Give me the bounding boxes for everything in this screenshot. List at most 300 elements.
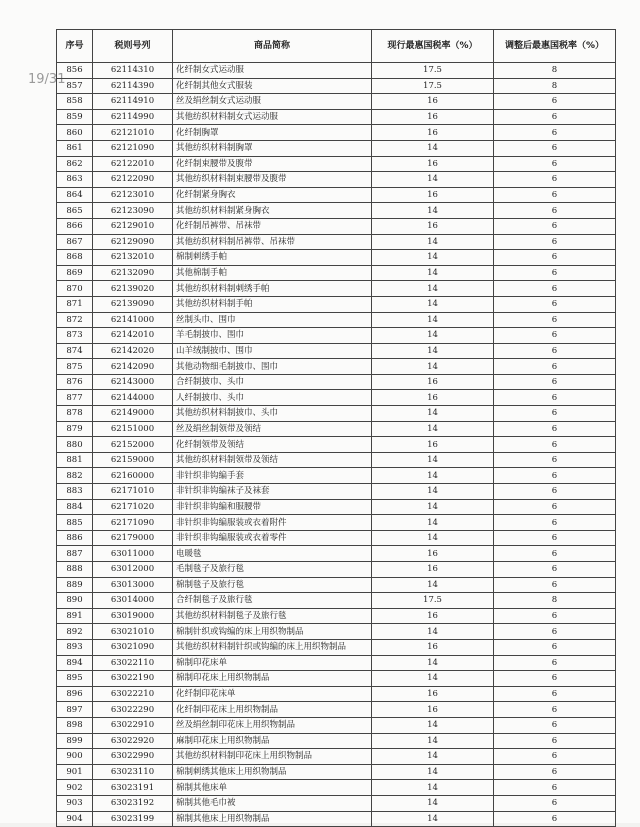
cell-product-name: 棉制刺绣手帕: [173, 250, 372, 266]
cell-serial: 875: [57, 359, 93, 375]
header-product-name: 商品简称: [173, 30, 372, 63]
cell-adjusted-rate: 6: [494, 94, 616, 110]
header-tariff-code: 税则号列: [93, 30, 173, 63]
cell-tariff-code: 63022910: [93, 717, 173, 733]
table-header-row: [57, 30, 616, 63]
cell-tariff-code: 62149000: [93, 406, 173, 422]
cell-current-rate: 16: [372, 562, 494, 578]
cell-adjusted-rate: 6: [494, 733, 616, 749]
cell-adjusted-rate: 6: [494, 312, 616, 328]
cell-tariff-code: 62160000: [93, 468, 173, 484]
cell-serial: 885: [57, 515, 93, 531]
cell-serial: 902: [57, 780, 93, 796]
cell-adjusted-rate: 6: [494, 374, 616, 390]
cell-current-rate: 14: [372, 296, 494, 312]
cell-tariff-code: 62139090: [93, 296, 173, 312]
cell-adjusted-rate: 6: [494, 406, 616, 422]
table-row: [57, 484, 616, 500]
table-row: [57, 811, 616, 827]
table-row: [57, 686, 616, 702]
cell-product-name: 化纤制女式运动服: [173, 63, 372, 79]
cell-adjusted-rate: 6: [494, 811, 616, 827]
cell-product-name: 丝制头巾、围巾: [173, 312, 372, 328]
cell-serial: 860: [57, 125, 93, 141]
cell-current-rate: 14: [372, 671, 494, 687]
cell-adjusted-rate: 6: [494, 608, 616, 624]
cell-product-name: 化纤制领带及领结: [173, 437, 372, 453]
cell-adjusted-rate: 6: [494, 359, 616, 375]
cell-serial: 867: [57, 234, 93, 250]
cell-product-name: 棉制其他床单: [173, 780, 372, 796]
table-row: [57, 125, 616, 141]
cell-serial: 863: [57, 172, 93, 188]
cell-serial: 879: [57, 421, 93, 437]
cell-tariff-code: 62114310: [93, 63, 173, 79]
cell-product-name: 其他纺织材料制吊裤带、吊袜带: [173, 234, 372, 250]
cell-adjusted-rate: 6: [494, 562, 616, 578]
cell-serial: 892: [57, 624, 93, 640]
cell-serial: 859: [57, 109, 93, 125]
cell-adjusted-rate: 6: [494, 437, 616, 453]
table-row: [57, 203, 616, 219]
cell-tariff-code: 63012000: [93, 562, 173, 578]
cell-current-rate: 14: [372, 250, 494, 266]
table-row: [57, 390, 616, 406]
cell-product-name: 棉制其他床上用织物制品: [173, 811, 372, 827]
table-row: [57, 562, 616, 578]
table-row: [57, 187, 616, 203]
cell-current-rate: 14: [372, 717, 494, 733]
cell-adjusted-rate: 8: [494, 78, 616, 94]
cell-current-rate: 14: [372, 780, 494, 796]
cell-product-name: 非针织非钩编服装或衣着附件: [173, 515, 372, 531]
cell-product-name: 其他纺织材料制针织或钩编的床上用织物制品: [173, 639, 372, 655]
cell-tariff-code: 62114390: [93, 78, 173, 94]
table-row: [57, 624, 616, 640]
cell-adjusted-rate: 6: [494, 421, 616, 437]
table-row: [57, 140, 616, 156]
cell-adjusted-rate: 6: [494, 639, 616, 655]
cell-product-name: 人纤制披巾、头巾: [173, 390, 372, 406]
cell-adjusted-rate: 6: [494, 749, 616, 765]
cell-serial: 874: [57, 343, 93, 359]
cell-serial: 870: [57, 281, 93, 297]
table-row: [57, 764, 616, 780]
table-row: [57, 655, 616, 671]
cell-serial: 898: [57, 717, 93, 733]
cell-product-name: 其他纺织材料制领带及领结: [173, 452, 372, 468]
cell-current-rate: 14: [372, 577, 494, 593]
cell-tariff-code: 62179000: [93, 530, 173, 546]
cell-tariff-code: 62171090: [93, 515, 173, 531]
cell-product-name: 其他纺织材料制印花床上用织物制品: [173, 749, 372, 765]
cell-product-name: 其他纺织材料制束腰带及腹带: [173, 172, 372, 188]
cell-adjusted-rate: 6: [494, 515, 616, 531]
cell-tariff-code: 62121090: [93, 140, 173, 156]
table-row: [57, 780, 616, 796]
cell-tariff-code: 62151000: [93, 421, 173, 437]
cell-tariff-code: 63013000: [93, 577, 173, 593]
cell-serial: 904: [57, 811, 93, 827]
cell-serial: 869: [57, 265, 93, 281]
cell-current-rate: 14: [372, 499, 494, 515]
cell-product-name: 电暖毯: [173, 546, 372, 562]
table-row: [57, 639, 616, 655]
table-row: [57, 608, 616, 624]
table-row: [57, 63, 616, 79]
cell-current-rate: 14: [372, 406, 494, 422]
table-row: [57, 499, 616, 515]
table-row: [57, 328, 616, 344]
cell-current-rate: 16: [372, 437, 494, 453]
cell-adjusted-rate: 6: [494, 452, 616, 468]
table-row: [57, 593, 616, 609]
table-row: [57, 795, 616, 811]
cell-serial: 900: [57, 749, 93, 765]
table-row: [57, 281, 616, 297]
table-row: [57, 530, 616, 546]
table-row: [57, 374, 616, 390]
cell-tariff-code: 62171010: [93, 484, 173, 500]
cell-adjusted-rate: 6: [494, 172, 616, 188]
cell-adjusted-rate: 6: [494, 764, 616, 780]
cell-tariff-code: 62114990: [93, 109, 173, 125]
cell-current-rate: 14: [372, 421, 494, 437]
cell-serial: 878: [57, 406, 93, 422]
cell-product-name: 棉制刺绣其他床上用织物制品: [173, 764, 372, 780]
header-adjusted-rate: 调整后最惠国税率（%）: [494, 30, 616, 63]
cell-product-name: 其他纺织材料制刺绣手帕: [173, 281, 372, 297]
table-row: [57, 452, 616, 468]
table-row: [57, 733, 616, 749]
cell-tariff-code: 63021090: [93, 639, 173, 655]
cell-adjusted-rate: 6: [494, 281, 616, 297]
cell-adjusted-rate: 6: [494, 328, 616, 344]
cell-adjusted-rate: 6: [494, 671, 616, 687]
cell-adjusted-rate: 6: [494, 468, 616, 484]
cell-current-rate: 14: [372, 530, 494, 546]
cell-tariff-code: 62159000: [93, 452, 173, 468]
cell-tariff-code: 62122010: [93, 156, 173, 172]
cell-product-name: 合纤制毯子及旅行毯: [173, 593, 372, 609]
cell-tariff-code: 62123090: [93, 203, 173, 219]
cell-serial: 866: [57, 218, 93, 234]
cell-product-name: 棉制毯子及旅行毯: [173, 577, 372, 593]
cell-serial: 880: [57, 437, 93, 453]
cell-adjusted-rate: 6: [494, 780, 616, 796]
tariff-table: [56, 29, 616, 827]
cell-serial: 871: [57, 296, 93, 312]
cell-current-rate: 16: [372, 686, 494, 702]
cell-product-name: 棉制印花床上用织物制品: [173, 671, 372, 687]
cell-product-name: 非针织非钩编服装或衣着零件: [173, 530, 372, 546]
cell-serial: 894: [57, 655, 93, 671]
cell-current-rate: 16: [372, 390, 494, 406]
cell-serial: 889: [57, 577, 93, 593]
table-row: [57, 421, 616, 437]
cell-product-name: 化纤制束腰带及腹带: [173, 156, 372, 172]
table-row: [57, 359, 616, 375]
table-row: [57, 515, 616, 531]
cell-product-name: 非针织非钩编手套: [173, 468, 372, 484]
cell-serial: 893: [57, 639, 93, 655]
cell-product-name: 非针织非钩编袜子及袜套: [173, 484, 372, 500]
cell-current-rate: 14: [372, 733, 494, 749]
cell-current-rate: 16: [372, 125, 494, 141]
cell-current-rate: 16: [372, 109, 494, 125]
table-row: [57, 577, 616, 593]
cell-current-rate: 16: [372, 156, 494, 172]
cell-tariff-code: 62144000: [93, 390, 173, 406]
cell-serial: 883: [57, 484, 93, 500]
cell-current-rate: 16: [372, 187, 494, 203]
cell-serial: 897: [57, 702, 93, 718]
cell-tariff-code: 63014000: [93, 593, 173, 609]
cell-product-name: 其他纺织材料制毯子及旅行毯: [173, 608, 372, 624]
cell-current-rate: 14: [372, 795, 494, 811]
cell-product-name: 棉制印花床单: [173, 655, 372, 671]
page-indicator: 19/31: [28, 72, 66, 87]
table-row: [57, 671, 616, 687]
cell-current-rate: 14: [372, 234, 494, 250]
cell-tariff-code: 63021010: [93, 624, 173, 640]
cell-adjusted-rate: 6: [494, 577, 616, 593]
cell-tariff-code: 63022290: [93, 702, 173, 718]
cell-adjusted-rate: 6: [494, 125, 616, 141]
cell-tariff-code: 62142090: [93, 359, 173, 375]
cell-tariff-code: 62142010: [93, 328, 173, 344]
cell-tariff-code: 62171020: [93, 499, 173, 515]
cell-tariff-code: 62129090: [93, 234, 173, 250]
table-row: [57, 172, 616, 188]
cell-current-rate: 14: [372, 468, 494, 484]
cell-product-name: 丝及绢丝制女式运动服: [173, 94, 372, 110]
table-body: [57, 63, 616, 827]
cell-adjusted-rate: 6: [494, 546, 616, 562]
cell-adjusted-rate: 6: [494, 624, 616, 640]
cell-serial: 856: [57, 63, 93, 79]
cell-serial: 861: [57, 140, 93, 156]
cell-adjusted-rate: 6: [494, 702, 616, 718]
cell-current-rate: 16: [372, 702, 494, 718]
header-serial: 序号: [57, 30, 93, 63]
cell-tariff-code: 62139020: [93, 281, 173, 297]
cell-tariff-code: 62141000: [93, 312, 173, 328]
cell-tariff-code: 63022190: [93, 671, 173, 687]
cell-current-rate: 14: [372, 764, 494, 780]
cell-current-rate: 16: [372, 94, 494, 110]
table-row: [57, 546, 616, 562]
cell-serial: 876: [57, 374, 93, 390]
cell-current-rate: 17.5: [372, 593, 494, 609]
cell-serial: 877: [57, 390, 93, 406]
cell-tariff-code: 62132090: [93, 265, 173, 281]
table-row: [57, 717, 616, 733]
cell-product-name: 其他棉制手帕: [173, 265, 372, 281]
cell-adjusted-rate: 6: [494, 234, 616, 250]
cell-adjusted-rate: 6: [494, 218, 616, 234]
cell-product-name: 化纤制其他女式服装: [173, 78, 372, 94]
cell-current-rate: 16: [372, 218, 494, 234]
table-row: [57, 296, 616, 312]
cell-serial: 887: [57, 546, 93, 562]
header-current-rate: 现行最惠国税率（%）: [372, 30, 494, 63]
cell-adjusted-rate: 6: [494, 655, 616, 671]
cell-adjusted-rate: 6: [494, 499, 616, 515]
cell-adjusted-rate: 8: [494, 63, 616, 79]
cell-current-rate: 16: [372, 639, 494, 655]
cell-tariff-code: 62132010: [93, 250, 173, 266]
cell-product-name: 化纤制印花床上用织物制品: [173, 702, 372, 718]
cell-adjusted-rate: 6: [494, 530, 616, 546]
cell-serial: 872: [57, 312, 93, 328]
cell-serial: 873: [57, 328, 93, 344]
table-row: [57, 218, 616, 234]
cell-adjusted-rate: 6: [494, 250, 616, 266]
cell-adjusted-rate: 6: [494, 156, 616, 172]
cell-adjusted-rate: 6: [494, 265, 616, 281]
cell-serial: 881: [57, 452, 93, 468]
cell-tariff-code: 62114910: [93, 94, 173, 110]
cell-product-name: 化纤制胸罩: [173, 125, 372, 141]
cell-current-rate: 14: [372, 328, 494, 344]
cell-serial: 882: [57, 468, 93, 484]
cell-product-name: 其他纺织材料制胸罩: [173, 140, 372, 156]
cell-current-rate: 16: [372, 374, 494, 390]
cell-serial: 896: [57, 686, 93, 702]
cell-product-name: 羊毛制披巾、围巾: [173, 328, 372, 344]
cell-product-name: 化纤制印花床单: [173, 686, 372, 702]
cell-tariff-code: 63011000: [93, 546, 173, 562]
cell-current-rate: 14: [372, 140, 494, 156]
cell-serial: 903: [57, 795, 93, 811]
cell-tariff-code: 63023110: [93, 764, 173, 780]
table-row: [57, 94, 616, 110]
cell-product-name: 非针织非钩编和服腰带: [173, 499, 372, 515]
cell-current-rate: 16: [372, 608, 494, 624]
cell-current-rate: 17.5: [372, 63, 494, 79]
table-row: [57, 156, 616, 172]
cell-adjusted-rate: 8: [494, 593, 616, 609]
table-row: [57, 265, 616, 281]
cell-product-name: 其他动物细毛制披巾、围巾: [173, 359, 372, 375]
table-row: [57, 437, 616, 453]
cell-product-name: 其他纺织材料制紧身胸衣: [173, 203, 372, 219]
cell-adjusted-rate: 6: [494, 140, 616, 156]
cell-current-rate: 14: [372, 281, 494, 297]
cell-product-name: 化纤制紧身胸衣: [173, 187, 372, 203]
table-row: [57, 234, 616, 250]
cell-tariff-code: 62152000: [93, 437, 173, 453]
table-row: [57, 78, 616, 94]
cell-product-name: 毛制毯子及旅行毯: [173, 562, 372, 578]
cell-serial: 862: [57, 156, 93, 172]
cell-adjusted-rate: 6: [494, 296, 616, 312]
cell-serial: 886: [57, 530, 93, 546]
cell-serial: 858: [57, 94, 93, 110]
cell-current-rate: 14: [372, 811, 494, 827]
cell-current-rate: 14: [372, 452, 494, 468]
cell-product-name: 其他纺织材料制披巾、头巾: [173, 406, 372, 422]
cell-serial: 868: [57, 250, 93, 266]
cell-serial: 865: [57, 203, 93, 219]
cell-tariff-code: 63022920: [93, 733, 173, 749]
cell-adjusted-rate: 6: [494, 795, 616, 811]
table-row: [57, 749, 616, 765]
cell-current-rate: 14: [372, 655, 494, 671]
cell-serial: 857: [57, 78, 93, 94]
cell-current-rate: 14: [372, 624, 494, 640]
cell-current-rate: 14: [372, 343, 494, 359]
cell-product-name: 其他纺织材料制手帕: [173, 296, 372, 312]
cell-current-rate: 14: [372, 515, 494, 531]
cell-adjusted-rate: 6: [494, 390, 616, 406]
cell-tariff-code: 62122090: [93, 172, 173, 188]
cell-tariff-code: 62121010: [93, 125, 173, 141]
cell-current-rate: 14: [372, 312, 494, 328]
cell-product-name: 棉制其他毛巾被: [173, 795, 372, 811]
cell-serial: 895: [57, 671, 93, 687]
table-row: [57, 109, 616, 125]
cell-product-name: 棉制针织或钩编的床上用织物制品: [173, 624, 372, 640]
cell-adjusted-rate: 6: [494, 717, 616, 733]
cell-product-name: 合纤制披巾、头巾: [173, 374, 372, 390]
cell-tariff-code: 63022110: [93, 655, 173, 671]
cell-current-rate: 17.5: [372, 78, 494, 94]
cell-adjusted-rate: 6: [494, 187, 616, 203]
cell-tariff-code: 63023191: [93, 780, 173, 796]
cell-serial: 891: [57, 608, 93, 624]
cell-product-name: 丝及绢丝制印花床上用织物制品: [173, 717, 372, 733]
cell-adjusted-rate: 6: [494, 484, 616, 500]
cell-adjusted-rate: 6: [494, 203, 616, 219]
table-row: [57, 702, 616, 718]
table-row: [57, 312, 616, 328]
cell-serial: 864: [57, 187, 93, 203]
cell-product-name: 其他纺织材料制女式运动服: [173, 109, 372, 125]
table-row: [57, 343, 616, 359]
cell-tariff-code: 62129010: [93, 218, 173, 234]
cell-current-rate: 14: [372, 484, 494, 500]
cell-current-rate: 14: [372, 265, 494, 281]
cell-serial: 884: [57, 499, 93, 515]
cell-current-rate: 16: [372, 546, 494, 562]
cell-tariff-code: 62142020: [93, 343, 173, 359]
cell-serial: 890: [57, 593, 93, 609]
cell-adjusted-rate: 6: [494, 686, 616, 702]
cell-serial: 901: [57, 764, 93, 780]
cell-tariff-code: 63023199: [93, 811, 173, 827]
cell-current-rate: 14: [372, 749, 494, 765]
cell-tariff-code: 63022210: [93, 686, 173, 702]
cell-product-name: 山羊绒制披巾、围巾: [173, 343, 372, 359]
table-row: [57, 250, 616, 266]
cell-tariff-code: 63022990: [93, 749, 173, 765]
cell-serial: 888: [57, 562, 93, 578]
cell-adjusted-rate: 6: [494, 109, 616, 125]
cell-tariff-code: 62143000: [93, 374, 173, 390]
cell-current-rate: 14: [372, 172, 494, 188]
table-row: [57, 468, 616, 484]
cell-tariff-code: 62123010: [93, 187, 173, 203]
table-row: [57, 406, 616, 422]
cell-product-name: 麻制印花床上用织物制品: [173, 733, 372, 749]
cell-product-name: 丝及绢丝制领带及领结: [173, 421, 372, 437]
cell-tariff-code: 63019000: [93, 608, 173, 624]
cell-tariff-code: 63023192: [93, 795, 173, 811]
cell-current-rate: 14: [372, 203, 494, 219]
cell-serial: 899: [57, 733, 93, 749]
